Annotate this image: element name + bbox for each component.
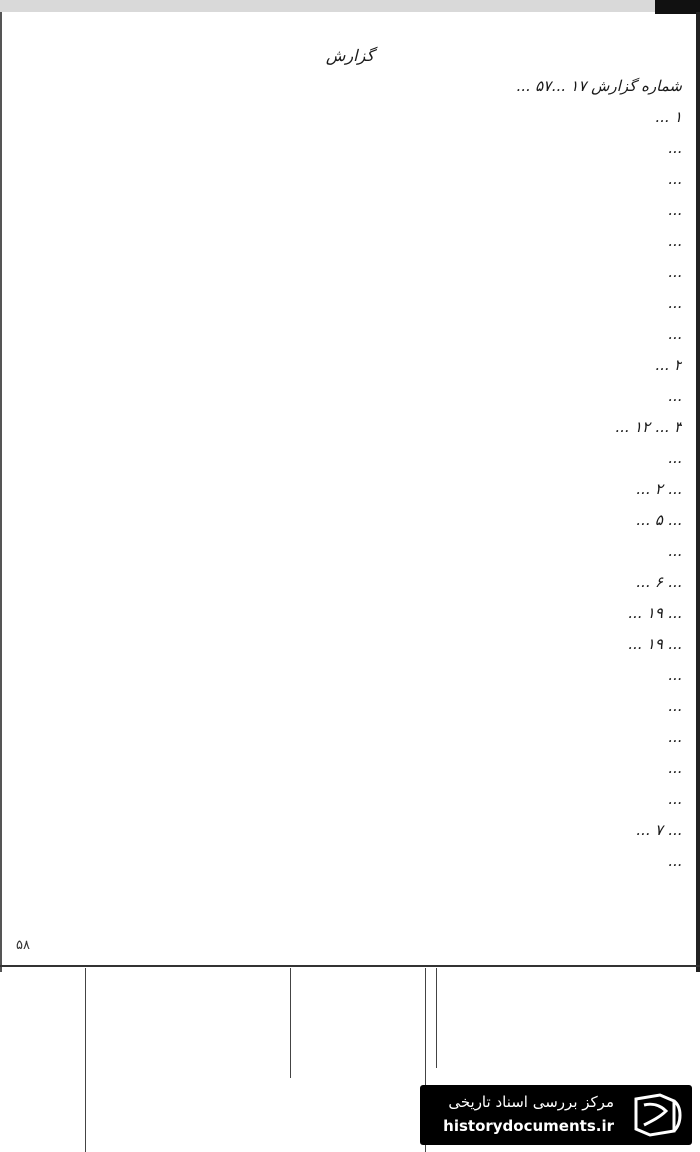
right-page-edge [696,12,700,972]
handwritten-line: شماره گزارش ۱۷ ...۵۷ ... [516,77,682,95]
handwritten-line: ۳ ... ۱۲ ... [614,418,682,436]
handwritten-line: ... [667,139,682,157]
handwritten-line: ... [667,170,682,188]
handwritten-line: ... ۲ ... [635,480,682,498]
scan-corner-mark [655,0,700,14]
watermark-logo [420,1085,692,1145]
handwritten-report-body [18,40,682,940]
lower-scan-rule [436,968,437,1068]
page-bottom-rule [0,965,700,967]
handwritten-line: ... [667,697,682,715]
handwritten-line: ... ۱۹ ... [627,604,682,622]
report-heading: گزارش [325,46,375,65]
handwritten-line: ... [667,232,682,250]
handwritten-line: ... ۷ ... [635,821,682,839]
handwritten-line: ... [667,666,682,684]
org-name: مرکز بررسی اسناد تاریخی [448,1093,614,1111]
handwritten-line: ... [667,449,682,467]
handwritten-line: ... [667,201,682,219]
handwritten-line: ... ۱۹ ... [627,635,682,653]
handwritten-line: ... [667,387,682,405]
handwritten-line: ... [667,852,682,870]
handwritten-line: ... [667,790,682,808]
handwritten-line: ... ۶ ... [635,573,682,591]
handwritten-line: ۲ ... [654,356,682,374]
handwritten-line: ... ۵ ... [635,511,682,529]
handwritten-line: ... [667,728,682,746]
handwritten-line: ... [667,263,682,281]
handwritten-line: ... [667,325,682,343]
handwritten-line: ۱ ... [654,108,682,126]
lower-scan-rule [290,968,291,1078]
left-margin-edge [0,12,2,972]
document-archive-emblem-icon [630,1091,686,1139]
page-number: ۵۸ [16,938,30,953]
scan-top-strip [0,0,700,12]
org-url: historydocuments.ir [443,1117,614,1135]
handwritten-line: ... [667,294,682,312]
handwritten-line: ... [667,542,682,560]
handwritten-line: ... [667,759,682,777]
lower-scan-rule [85,968,86,1152]
